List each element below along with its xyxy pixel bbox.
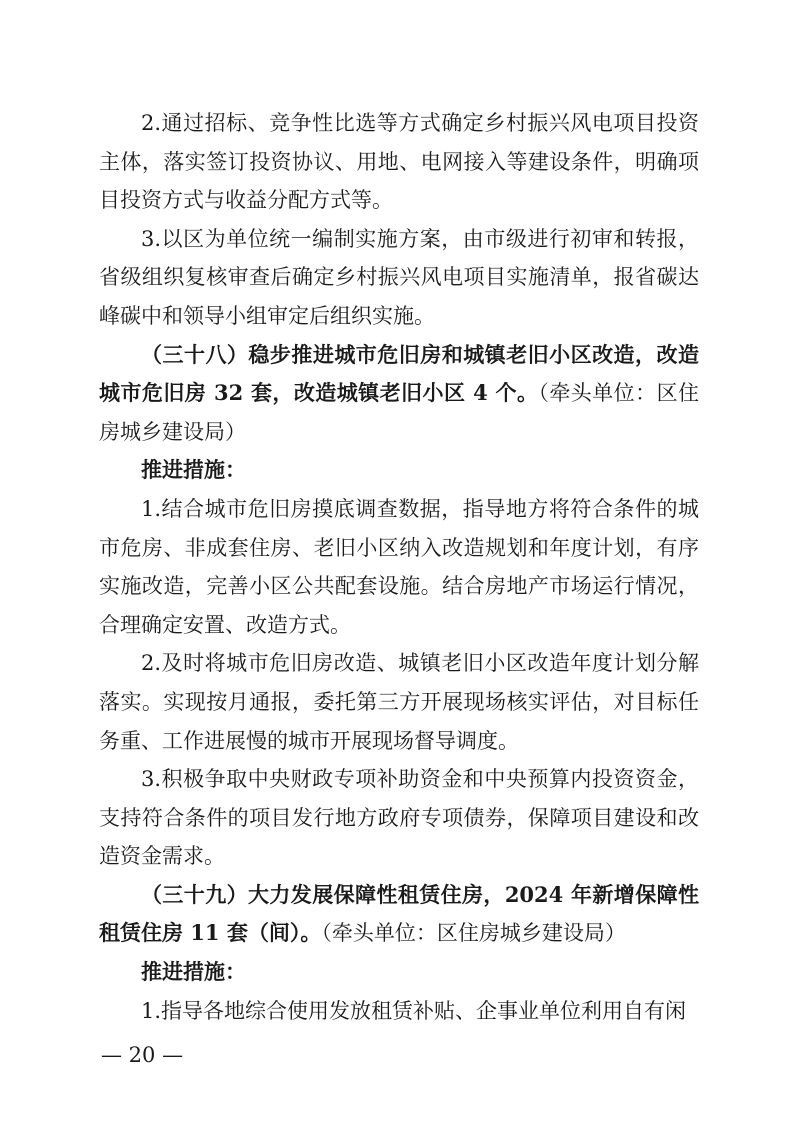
measures-heading-39	[99, 953, 699, 992]
measures-heading-38	[99, 451, 699, 490]
paragraph-funding: 3.积极争取中央财政专项补助资金和中央预算内投资资金，支持符合条件的项目发行地方政府专项债券，保障项目建设和改造资金需求。	[99, 767, 699, 869]
section-39-title: （三十九）大力发展保障性租赁住房，2024 年新增保障性租赁住房 11 套（间）。	[99, 881, 699, 946]
section-38-title: （三十八）稳步推进城市危旧房和城镇老旧小区改造，改造城市危旧房 32 套，改造城镇老旧小区 4 个。	[99, 341, 699, 406]
document-body	[99, 104, 699, 1030]
section-38-heading	[99, 336, 699, 452]
section-39-lead-unit: （牵头单位：区住房城乡建设局）	[321, 921, 626, 946]
section-39-heading	[99, 876, 699, 953]
paragraph-wind-investment: 2.通过招标、竞争性比选等方式确定乡村振兴风电项目投资主体，落实签订投资协议、用地、电网接入等建设条件，明确项目投资方式与收益分配方式等。	[99, 111, 699, 213]
paragraph-annual-plan: 2.及时将城市危旧房改造、城镇老旧小区改造年度计划分解落实。实现按月通报，委托第三方开展现场核实评估，对目标任务重、工作进展慢的城市开展现场督导调度。	[99, 651, 699, 753]
paragraph-wind-implementation: 3.以区为单位统一编制实施方案，由市级进行初审和转报，省级组织复核审查后确定乡村振兴风电项目实施清单，报省碳达峰碳中和领导小组审定后组织实施。	[99, 226, 699, 328]
section-38-lead-unit: （牵头单位：区住房城乡建设局）	[99, 381, 700, 444]
paragraph-renovation-survey: 1.结合城市危旧房摸底调查数据，指导地方将符合条件的城市危房、非成套住房、老旧小区纳入改造规划和年度计划，有序实施改造，完善小区公共配套设施。结合房地产市场运行情况，合理确定安置、改造方式。	[99, 496, 699, 637]
page-number: — 20 —	[101, 1043, 184, 1067]
measures-label: 推进措施：	[141, 457, 246, 483]
paragraph-rental-subsidy: 1.指导各地综合使用发放租赁补贴、企事业单位利用自有闲	[141, 998, 687, 1023]
measures-label: 推进措施：	[141, 959, 246, 985]
